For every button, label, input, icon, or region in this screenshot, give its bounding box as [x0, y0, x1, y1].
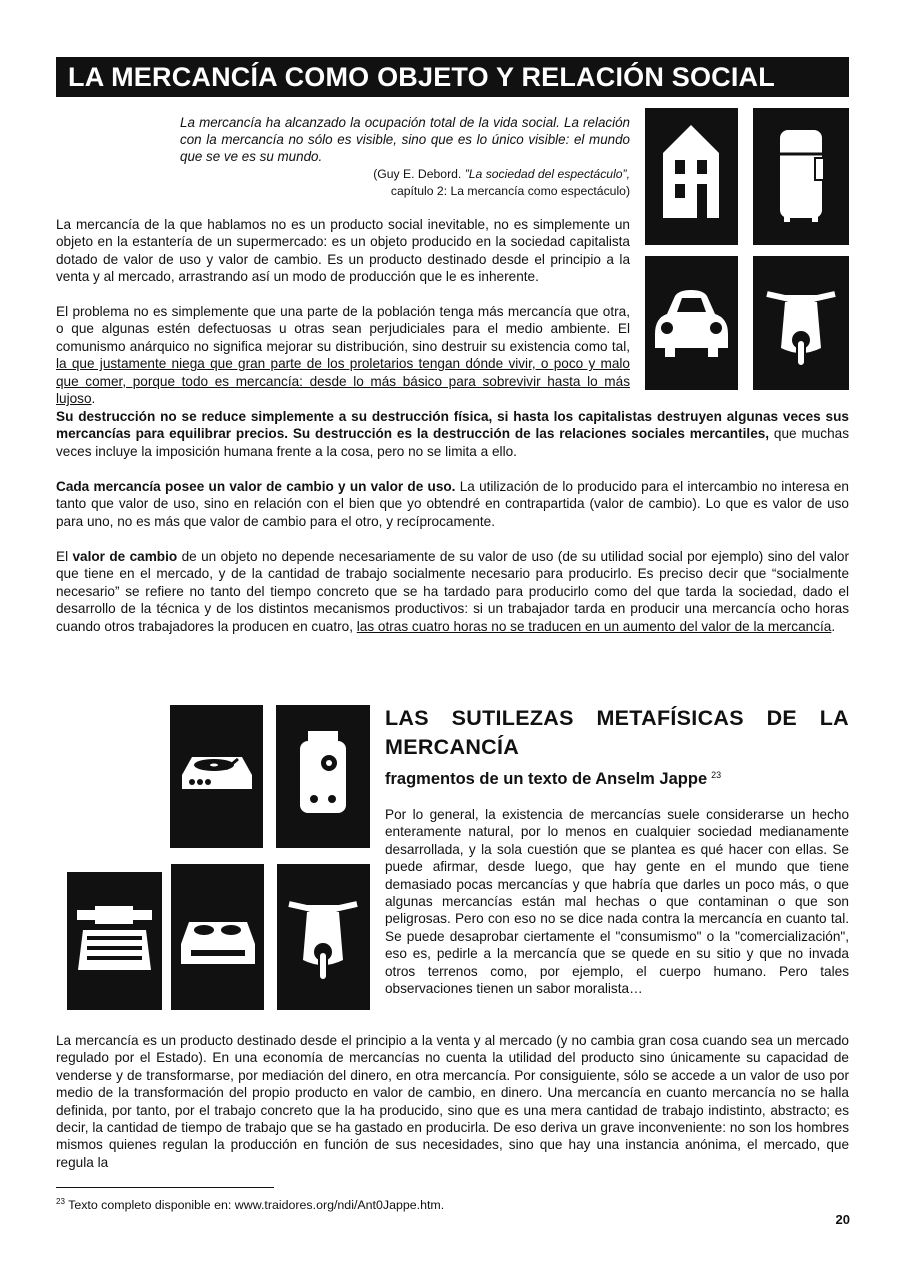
section-heading: LAS SUTILEZAS METAFÍSICAS DE LA MERCANCÍA — [385, 706, 849, 759]
paragraph — [56, 303, 630, 407]
underlined-text: las otras cuatro horas no se traducen en un aumento del valor de la mercancía — [356, 618, 832, 634]
refrigerator-icon — [753, 108, 849, 245]
record-player-icon — [170, 705, 263, 848]
paragraph-text: La utilización de lo producido para el intercambio no interesa en tanto que valor de uso, sino en relación con el bien que yo obtendré en contrapartida (valor de cambio). Lo que es valor de uso para uno, no es más que valor de cambio para el otro, y recíprocamente. — [56, 479, 849, 529]
paragraph: La mercancía es un producto destinado desde el principio a la venta y al mercado (y no cambia gran cosa cuando sea un mercado regulado por el Estado). En una economía de mercancías no cuenta la utilidad del producto sino únicamente su capacidad de venderse y de transformarse, por mediación del dinero, en otra mercancía. Por consiguiente, sólo se accede a un valor de uso por medio de la transformación del propio producto en valor de cambio, en dinero. Una mercancía en cuanto mercancía no se halla definida, por tanto, por el trabajo concreto que la ha producido, sino que es una mera cantidad de trabajo indistinto, abstracto; es decir, la cantidad de tiempo de trabajo que se ha gastado en producirla. De eso deriva un grave inconveniente: no son los hombres mismos quienes regulan la producción en función de sus necesidades, sino que hay una instancia anónima, el mercado, que regula la — [56, 1033, 849, 1170]
car-icon — [645, 256, 738, 390]
paragraph-text: El problema no es simplemente que una parte de la población tenga más mercancía que otra, o que algunas estén defectuosas u otras sean perjudiciales para el medio ambiente. El comunismo anárquico no significa mejorar su distribución, sino destruir su existencia como tal, — [56, 304, 630, 354]
footnote-ref[interactable]: 23 — [711, 770, 722, 780]
tape-recorder-icon — [171, 864, 264, 1010]
cite-work: ”La sociedad del espectáculo”, — [464, 167, 630, 181]
camera-icon — [276, 705, 370, 848]
paragraph — [56, 478, 849, 530]
footnote — [56, 1193, 656, 1214]
section-subheading — [385, 764, 849, 790]
cite-chapter: capítulo 2: La mercancía como espectáculo) — [390, 184, 630, 198]
paragraph — [56, 408, 849, 460]
paragraph-text: . — [91, 391, 96, 407]
bold-text: Su destrucción no se reduce simplemente a su destrucción física, si hasta los capitalistas destruyen algunas veces sus mercancías para equilibrar precios. Su destrucción es la destrucción de las relaciones sociales mercantiles, — [56, 409, 849, 442]
underlined-text: la que justamente niega que gran parte de los proletarios tengan dónde vivir, o poco y malo que comer, porque todo es mercancía: desde lo más básico para sobrevivir hasta lo más lujoso — [56, 356, 630, 407]
house-icon — [645, 108, 738, 245]
typewriter-icon — [67, 872, 162, 1010]
bold-text: Cada mercancía posee un valor de cambio y un valor de uso. — [56, 479, 456, 494]
paragraph-text: El — [56, 549, 73, 564]
page-number: 20 — [835, 1212, 850, 1227]
paragraph-text: que muchas veces incluye la imposición humana frente a la cosa, pero no se limita a ello. — [56, 426, 849, 459]
scooter-icon — [277, 864, 370, 1010]
paragraph-text: . — [831, 618, 836, 634]
paragraph: Por lo general, la existencia de mercancías suele considerarse un hecho enteramente natural, por lo menos en cualquier sociedad medianamente desarrollada, y la sola cuestión que se plantea es qué hacer con ellas. Se puede afirmar, desde luego, que hay gente en el mundo que tiene demasiado pocas mercancías y que habría que darles un poco más, o que algunas mercancías están mal hechas o que contaminan o que son peligrosas. Pero con eso no se dice nada contra la mercancía en cuanto tal. Se puede desaprobar ciertamente el "consumismo" o la "comercialización", eso es, pedirle a la mercancía que se quede en su sitio y que no invada otros terrenos como, por ejemplo, el cuerpo humano. Pero tales observaciones tienen un sabor moralista… — [385, 807, 849, 997]
footnote-divider — [56, 1187, 274, 1188]
scooter-icon — [753, 256, 849, 390]
paragraph — [56, 548, 849, 635]
footnote-number: 23 — [56, 1197, 65, 1206]
subheading-text: fragmentos de un texto de Anselm Jappe — [385, 770, 708, 788]
cite-author: (Guy E. Debord. — [373, 167, 465, 181]
epigraph-quote: La mercancía ha alcanzado la ocupación total de la vida social. La relación con la mercancía no sólo es visible, sino que es lo único visible: el mundo que se ve es su mundo. — [180, 115, 630, 164]
footnote-text: Texto completo disponible en: www.traidores.org/ndi/Ant0Jappe.htm. — [68, 1198, 445, 1212]
paragraph-text: de un objeto no depende necesariamente de su valor de uso (de su utilidad social por ejemplo) sino del valor que tiene en el mercado, y de la cantidad de trabajo socialmente necesario para producirlo. Es preciso decir que “socialmente necesario” se refiere no tanto del tiempo concreto que se ha tardado para producirlo como del que tarda la sociedad, dado el desarrollo de la técnica y de los distintos mecanismos productivos: si un trabajador tarda en producir una mercancía ocho horas cuando otros trabajadores la producen en cuatro, — [56, 549, 849, 634]
bold-text: valor de cambio — [72, 549, 178, 564]
page-title: LA MERCANCÍA COMO OBJETO Y RELACIÓN SOCIAL — [56, 57, 849, 97]
paragraph: La mercancía de la que hablamos no es un producto social inevitable, no es simplemente un objeto en la estantería de un supermercado: es un objeto producido en la sociedad capitalista dotado de valor de uso y valor de cambio. Es un producto destinado desde el principio a la venta y al mercado, arrastrando así un modo de producción que le es inherente. — [56, 217, 630, 285]
epigraph-citation — [180, 166, 630, 200]
